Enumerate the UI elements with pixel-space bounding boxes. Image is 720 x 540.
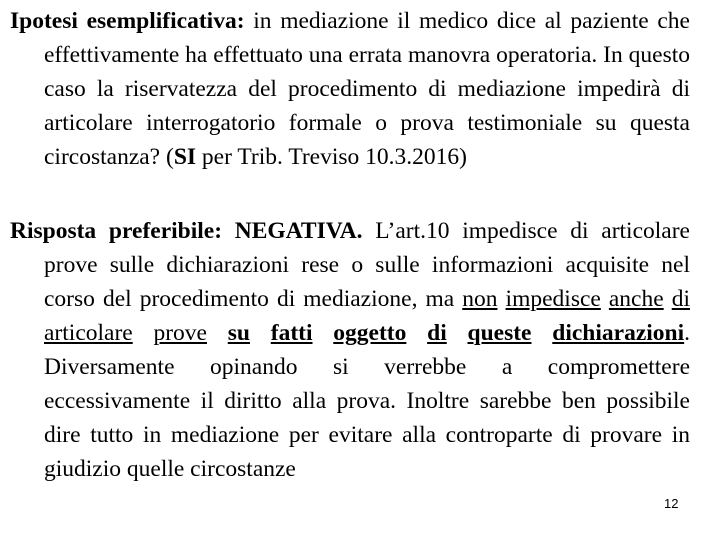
underlined-word: di: [671, 286, 690, 312]
underlined-word: fatti: [270, 320, 313, 346]
answer-text: [10, 214, 690, 486]
underlined-word: dichiarazioni: [552, 320, 685, 346]
underlined-word: articolare: [44, 320, 133, 346]
underlined-word: anche: [608, 286, 664, 312]
underlined-word: queste: [467, 320, 532, 346]
page-number: 12: [664, 496, 679, 511]
hypothesis-heading: Ipotesi esemplificativa:: [10, 8, 245, 34]
underlined-word: prove: [153, 320, 207, 346]
hypothesis-text-1: in mediazione il medico dice al paziente che effettivamente ha effettuato una errata manovra operatoria. In questo caso la riservatezza del procedimento di mediazione impedirà di articolare interrogatorio formale o prova testimoniale su questa circostanza? (: [44, 8, 690, 170]
hypothesis-text-2: per Trib. Treviso 10.3.2016): [196, 144, 467, 170]
underlined-word: oggetto: [333, 320, 407, 346]
answer-paragraph: [10, 214, 690, 486]
answer-text-2: . Diversamente opinando si verrebbe a compromettere eccessivamente il diritto alla prova. Inoltre sarebbe ben possibile dire tutto in mediazione per evitare alla controparte di provare in giudizio quelle circostanze: [44, 320, 691, 482]
answer-text-1: L’art.10 impedisce di articolare prove sulle dichiarazioni rese o sulle informazioni acquisite nel corso del procedimento di mediazione, ma: [44, 218, 690, 312]
underlined-word: non: [462, 286, 498, 312]
hypothesis-paragraph: [10, 4, 690, 174]
si-label: SI: [173, 144, 197, 170]
underlined-word: impedisce: [505, 286, 601, 312]
answer-heading: Risposta preferibile: NEGATIVA.: [10, 218, 363, 244]
hypothesis-text: [10, 4, 690, 174]
underlined-word: su: [227, 320, 250, 346]
underlined-word: di: [427, 320, 447, 346]
